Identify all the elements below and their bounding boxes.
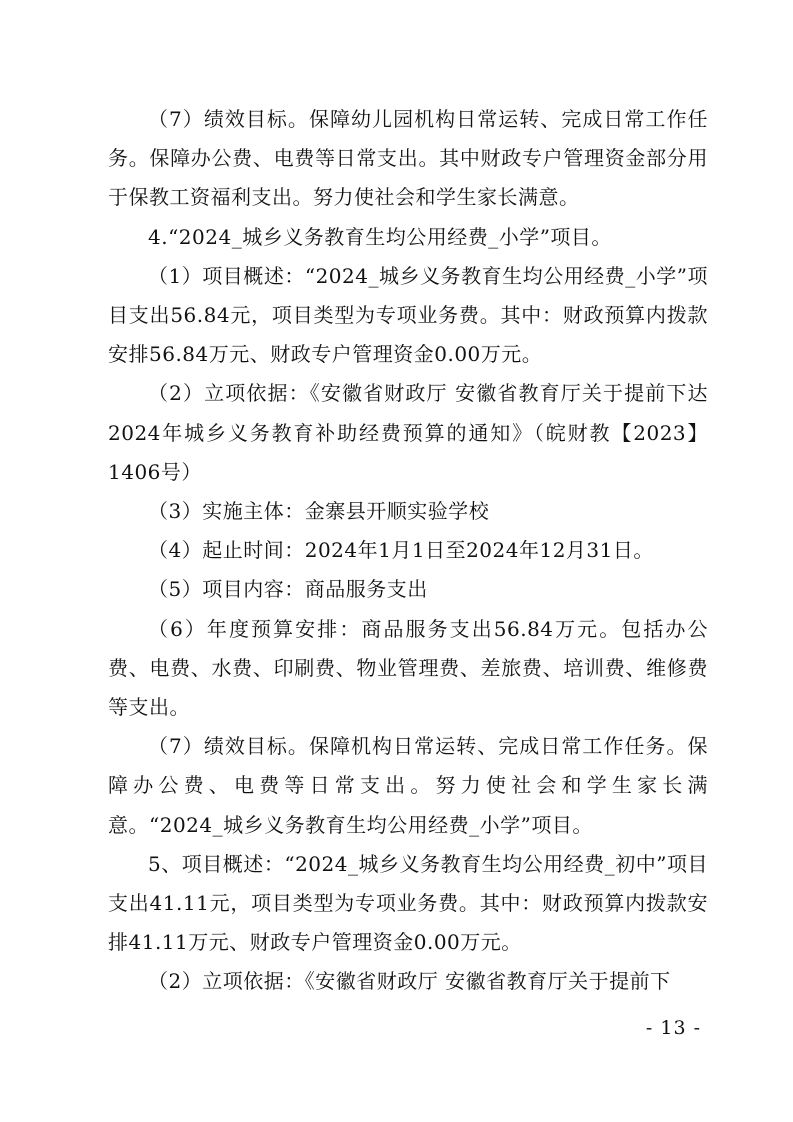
paragraph-goal-kindergarten: （7）绩效目标。保障幼儿园机构日常运转、完成日常工作任务。保障办公费、电费等日常支出。其中财政专户管理资金部分用于保教工资福利支出。努力使社会和学生家长满意。	[108, 107, 708, 210]
page-number: - 13 -	[645, 1017, 701, 1039]
paragraph-content: （5）项目内容：商品服务支出	[148, 577, 428, 602]
paragraph-implementer: （3）实施主体：金寨县开顺实验学校	[148, 499, 490, 524]
paragraph-project-overview: （1）项目概述：“2024_城乡义务教育生均公用经费_小学”项目支出56.84元，项目类型为专项业务费。其中：财政预算内拨款安排56.84万元、财政专户管理资金0.00万元。	[108, 263, 708, 367]
paragraph-project-5-overview: 5、项目概述：“2024_城乡义务教育生均公用经费_初中”项目支出41.11元，项目类型为专项业务费。其中：财政预算内拨款安排41.11万元、财政专户管理资金0.00万元。	[108, 851, 708, 955]
document-body	[108, 100, 708, 1002]
paragraph-project-5-basis: （2）立项依据：《安徽省财政厅 安徽省教育厅关于提前下	[148, 969, 671, 994]
paragraph-period: （4）起止时间：2024年1月1日至2024年12月31日。	[148, 538, 654, 563]
paragraph-project-basis: （2）立项依据：《安徽省财政厅 安徽省教育厅关于提前下达2024年城乡义务教育补助经费预算的通知》（皖财教【2023】1406号）	[108, 381, 708, 484]
paragraph-project-4-heading: 4.“2024_城乡义务教育生均公用经费_小学”项目。	[148, 224, 612, 249]
paragraph-goal-primary: （7）绩效目标。保障机构日常运转、完成日常工作任务。保障办公费、电费等日常支出。努力使社会和学生家长满意。“2024_城乡义务教育生均公用经费_小学”项目。	[108, 734, 708, 837]
paragraph-annual-budget: （6）年度预算安排：商品服务支出56.84万元。包括办公费、电费、水费、印刷费、物业管理费、差旅费、培训费、维修费等支出。	[108, 616, 708, 720]
